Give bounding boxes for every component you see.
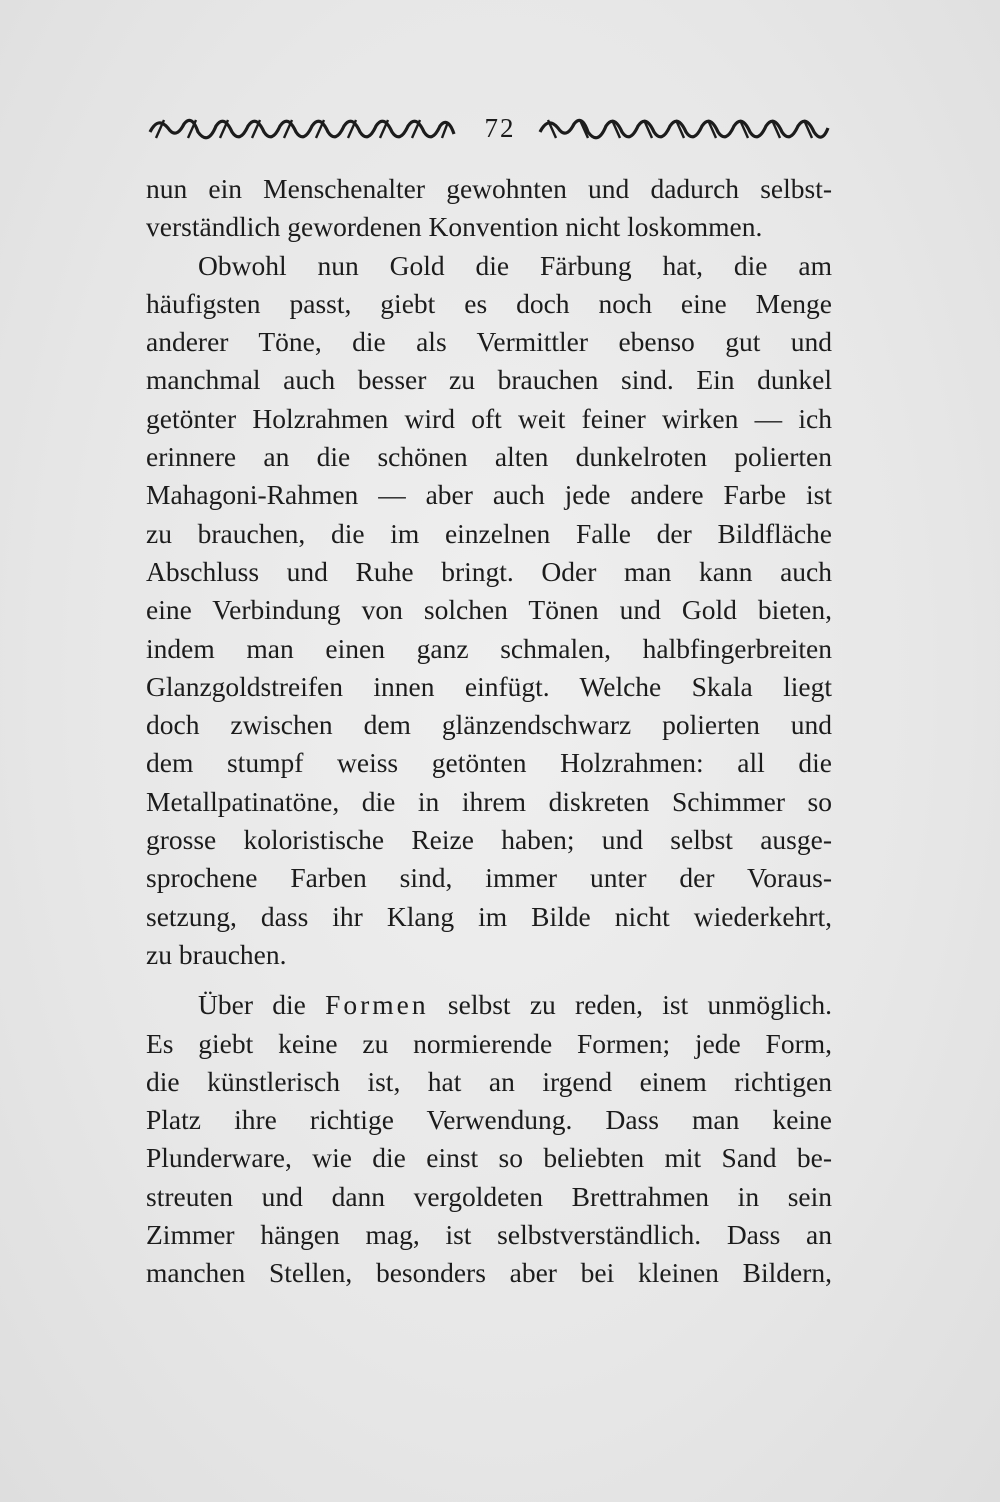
text-segment: Über die bbox=[198, 989, 326, 1021]
text-line: Es giebt keine zu normierende Formen; jede Form, bbox=[146, 1027, 832, 1059]
text-line: eine Verbindung von solchen Tönen und Gold bieten, bbox=[146, 594, 832, 626]
text-line: Platz ihre richtige Verwendung. Dass man keine bbox=[146, 1104, 832, 1136]
text-line: Glanzgoldstreifen innen einfügt. Welche Skala liegt bbox=[146, 670, 832, 702]
text-line: setzung, dass ihr Klang im Bilde nicht wiederkehrt, bbox=[146, 900, 832, 932]
text-line: Plunderware, wie die einst so beliebten mit Sand be- bbox=[146, 1142, 832, 1174]
body-text bbox=[146, 170, 832, 1293]
text-line: Zimmer hängen mag, ist selbstverständlich. Dass an bbox=[146, 1219, 832, 1251]
text-line: zu brauchen, die im einzelnen Falle der Bildfläche bbox=[146, 517, 832, 549]
ornament-right-icon bbox=[538, 112, 832, 146]
paragraph-gap bbox=[146, 974, 832, 986]
ornament-left-icon bbox=[148, 112, 458, 146]
text-line: sprochene Farben sind, immer unter der Voraus- bbox=[146, 862, 832, 894]
text-line: verständlich gewordenen Konvention nicht loskommen. bbox=[146, 211, 763, 243]
text-line: streuten und dann vergoldeten Brettrahmen in sein bbox=[146, 1180, 832, 1212]
text-line: Mahagoni-Rahmen — aber auch jede andere Farbe ist bbox=[146, 479, 832, 511]
text-line bbox=[146, 986, 832, 1024]
text-line: nun ein Menschenalter gewohnten und dadurch selbst- bbox=[146, 173, 832, 204]
text-line: die künstlerisch ist, hat an irgend einem richtigen bbox=[146, 1065, 832, 1097]
text-line: anderer Töne, die als Vermittler ebenso gut und bbox=[146, 326, 832, 358]
page-number: 72 bbox=[484, 113, 516, 143]
text-line: grosse koloristische Reize haben; und selbst ausge- bbox=[146, 824, 832, 856]
page-header bbox=[148, 104, 832, 148]
emphasized-word: Formen bbox=[325, 989, 429, 1021]
text-line: häufigsten passt, giebt es doch noch eine Menge bbox=[146, 287, 832, 319]
text-line: Obwohl nun Gold die Färbung hat, die am bbox=[198, 249, 832, 281]
text-line: Metallpatinatöne, die in ihrem diskreten Schimmer so bbox=[146, 785, 832, 817]
text-line: erinnere an die schönen alten dunkelroten polierten bbox=[146, 441, 832, 473]
text-line: getönter Holzrahmen wird oft weit feiner wirken — ich bbox=[146, 402, 832, 434]
text-segment: selbst zu reden, ist unmöglich. bbox=[428, 989, 832, 1021]
text-line: indem man einen ganz schmalen, halbfingerbreiten bbox=[146, 632, 832, 664]
text-line: Abschluss und Ruhe bringt. Oder man kann auch bbox=[146, 555, 832, 587]
text-line: dem stumpf weiss getönten Holzrahmen: all die bbox=[146, 747, 832, 779]
text-line: manchen Stellen, besonders aber bei kleinen Bildern, bbox=[146, 1257, 832, 1289]
text-line: doch zwischen dem glänzendschwarz polierten und bbox=[146, 709, 832, 741]
text-line: zu brauchen. bbox=[146, 938, 287, 970]
text-line: manchmal auch besser zu brauchen sind. Ein dunkel bbox=[146, 364, 832, 396]
